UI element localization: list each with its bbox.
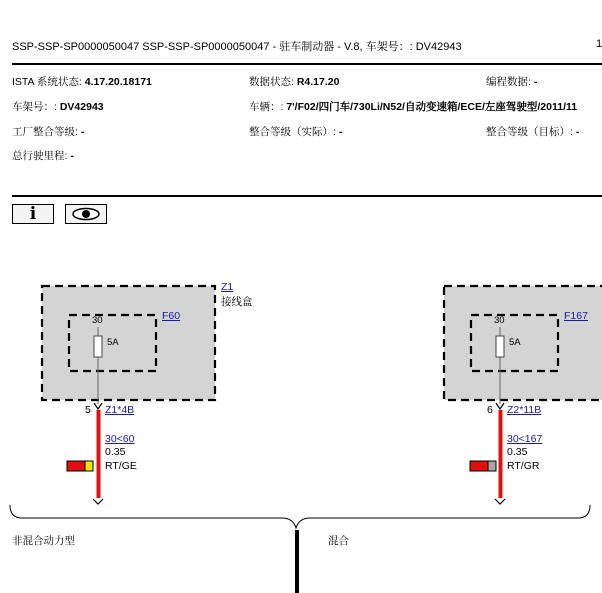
vehicle: 车辆：: 7'/F02/四门车/730Li/N52/自动变速箱/ECE/左座驾驶型/2011/11	[249, 101, 578, 113]
fuse-right-terminal: 30	[494, 315, 505, 326]
pin-left-number: 5	[85, 404, 91, 416]
document-title: SSP-SSP-SP0000050047 SSP-SSP-SP0000050047 - 驻车制动器 - V.8, 车架号：: DV42943	[12, 41, 462, 53]
ista-status: ISTA 系统状态: 4.17.20.18171	[12, 76, 152, 88]
wire-end-arrow-left	[93, 499, 103, 504]
connector-right-link[interactable]: Z2*11B	[507, 404, 542, 416]
data-status-value: R4.17.20	[296, 76, 340, 88]
wire-left-cross-section: 0.35	[105, 446, 126, 458]
data-status: 数据状态: R4.17.20	[249, 76, 340, 88]
color-swatch-right-stripe	[488, 461, 496, 471]
actual-integration-value: -	[338, 126, 343, 138]
total-mileage-value: -	[70, 150, 74, 162]
color-swatch-left-base	[67, 461, 85, 471]
programming-data: 编程数据: -	[486, 76, 538, 88]
wire-end-arrow-right	[495, 499, 505, 504]
color-swatch-left-stripe	[85, 461, 93, 471]
total-mileage: 总行驶里程: -	[12, 150, 74, 162]
color-swatch-right-base	[470, 461, 488, 471]
ista-status-value: 4.17.20.18171	[84, 76, 152, 88]
fuse-right-rating: 5A	[509, 337, 521, 348]
info-icon: i	[29, 204, 37, 224]
fuse-symbol-right	[496, 336, 504, 357]
target-integration-value: -	[575, 126, 580, 138]
programming-data-value: -	[533, 76, 538, 88]
variant-brace	[10, 505, 590, 528]
factory-integration-level: 工厂整合等级: -	[12, 126, 85, 138]
vin-value: DV42943	[59, 101, 104, 113]
wire-right-cross-section: 0.35	[507, 446, 528, 458]
wire-right	[499, 410, 503, 498]
junction-box-left-id-link[interactable]: Z1	[221, 281, 234, 293]
junction-box-left	[42, 286, 215, 400]
pin-right-number: 6	[487, 404, 493, 416]
wire-left-id-link[interactable]: 30<60	[105, 433, 135, 445]
wire-right-color-code: RT/GR	[507, 460, 540, 472]
variant-trunk-line	[295, 530, 299, 593]
branch-label-non-hybrid: 非混合动力型	[12, 535, 75, 547]
vin: 车架号：: DV42943	[12, 101, 104, 113]
fuse-left-rating: 5A	[107, 337, 119, 348]
wire-left-color-code: RT/GE	[105, 460, 137, 472]
fuse-right-id-link[interactable]: F167	[564, 310, 588, 322]
factory-integration-value: -	[80, 126, 85, 138]
vehicle-value: 7'/F02/四门车/730Li/N52/自动变速箱/ECE/左座驾驶型/2011/11	[286, 101, 578, 113]
junction-box-right	[444, 286, 602, 400]
page-number: 1	[596, 38, 602, 50]
fuse-left-terminal: 30	[92, 315, 103, 326]
target-integration-level: 整合等级（目标）: -	[486, 126, 580, 138]
junction-box-left-name: 接线盒	[221, 296, 253, 308]
wire-left	[97, 410, 101, 498]
wire-right-id-link[interactable]: 30<167	[507, 433, 543, 445]
fuse-left-id-link[interactable]: F60	[162, 310, 181, 322]
branch-label-hybrid: 混合	[328, 535, 349, 547]
fuse-symbol-left	[94, 336, 102, 357]
actual-integration-level: 整合等级（实际）: -	[249, 126, 343, 138]
connector-left-link[interactable]: Z1*4B	[105, 404, 135, 416]
